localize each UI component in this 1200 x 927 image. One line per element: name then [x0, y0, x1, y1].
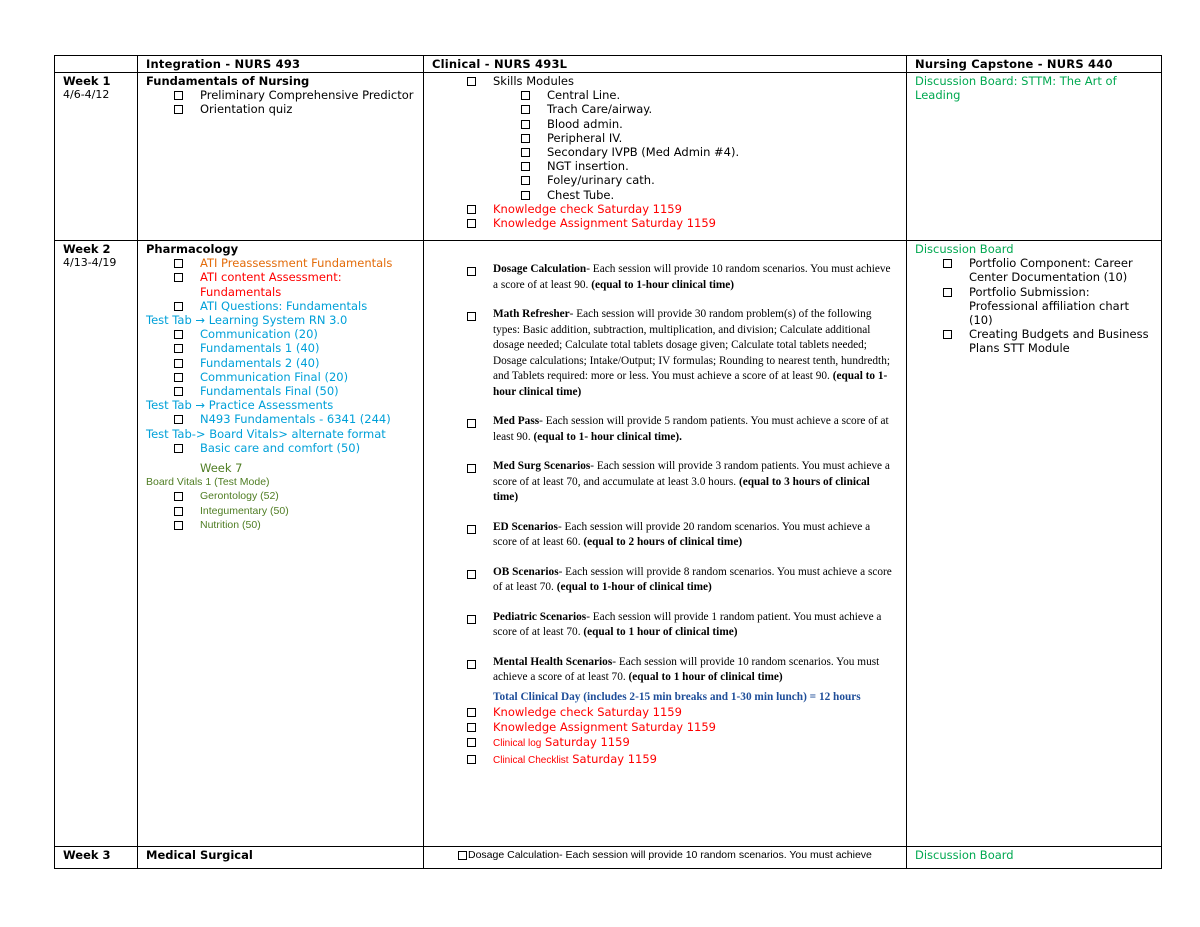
test-tab-board-vitals: Test Tab-> Board Vitals> alternate format — [146, 426, 386, 441]
week1-dates: 4/6-4/12 — [63, 88, 110, 102]
checklist-item[interactable]: Orientation quiz — [174, 102, 415, 116]
test-tab-learning-system: Test Tab → Learning System RN 3.0 — [146, 313, 348, 328]
week2-clinical — [424, 241, 907, 847]
week1-integration — [138, 73, 424, 241]
test-item[interactable]: Communication (20) — [174, 327, 415, 341]
week1-row — [55, 73, 1162, 241]
module-item[interactable]: Trach Care/airway. — [521, 102, 898, 116]
deadline-item[interactable]: Knowledge check Saturday 1159 — [467, 705, 898, 720]
module-item[interactable]: Foley/urinary cath. — [521, 173, 898, 187]
week1-label: Week 1 — [63, 74, 111, 88]
week7-label: Week 7 — [200, 461, 243, 476]
scenario-item[interactable]: Med Pass- Each session will provide 5 random patients. You must achieve a score of at least 90. (equal to 1- hour clinical time). — [467, 414, 894, 445]
scenario-item[interactable]: Math Refresher- Each session will provide 30 random problem(s) of the following types: Basic addition, subtraction, multiplication, and division; Calculate additional dosage needed; Calculate total tablets dosage given; Calculate total tablets needed; Dosage calculations; Intake/Output; IV formulas; Rounding to nearest tenth, hundredth; and Tablets required: more or less. You must achieve a score of at least 90. (equal to 1-hour clinical time) — [467, 307, 894, 400]
week2-capstone — [907, 241, 1162, 847]
test-item[interactable]: Fundamentals 2 (40) — [174, 356, 415, 370]
board-vitals-label: Board Vitals 1 (Test Mode) — [146, 476, 270, 489]
week2-label-cell — [55, 241, 138, 847]
total-clinical-day: Total Clinical Day (includes 2-15 min breaks and 1-30 min lunch) = 12 hours — [493, 690, 861, 703]
test-item[interactable]: Fundamentals 1 (40) — [174, 341, 415, 355]
week3-row — [55, 847, 1162, 869]
scenario-item[interactable]: Dosage Calculation- Each session will provide 10 random scenarios. You must achieve a score of at least 90. (equal to 1-hour clinical time) — [467, 262, 894, 293]
week2-dates: 4/13-4/19 — [63, 256, 117, 270]
discussion-board-title: Discussion Board — [915, 242, 1014, 256]
header-capstone: Nursing Capstone - NURS 440 — [907, 56, 1162, 73]
checklist-item[interactable]: Preliminary Comprehensive Predictor — [174, 88, 415, 102]
test-item[interactable]: N493 Fundamentals - 6341 (244) — [174, 412, 415, 426]
week1-capstone: Discussion Board: STTM: The Art of Leading — [907, 73, 1162, 241]
test-tab-practice: Test Tab → Practice Assessments — [146, 398, 334, 413]
skills-modules-title: Skills Modules — [493, 74, 574, 88]
week3-integration-title: Medical Surgical — [146, 848, 253, 862]
week3-capstone: Discussion Board — [907, 847, 1162, 869]
week2-integration-title: Pharmacology — [146, 242, 239, 256]
week3-clinical — [424, 847, 907, 869]
week1-integration-title: Fundamentals of Nursing — [146, 74, 310, 88]
scenario-item[interactable]: Pediatric Scenarios- Each session will provide 1 random patient. You must achieve a score of at least 70. (equal to 1 hour of clinical time) — [467, 610, 894, 641]
scenario-item[interactable]: ED Scenarios- Each session will provide 20 random scenarios. You must achieve a score of at least 60. (equal to 2 hours of clinical time) — [467, 520, 894, 551]
week2-row — [55, 241, 1162, 847]
ati-item[interactable]: ATI Preassessment Fundamentals — [174, 256, 415, 270]
ati-item[interactable]: ATI Questions: Fundamentals — [174, 299, 415, 313]
week3-integration — [138, 847, 424, 869]
test-item[interactable]: Communication Final (20) — [174, 370, 415, 384]
skills-modules-item[interactable] — [467, 74, 898, 88]
test-item[interactable]: Fundamentals Final (50) — [174, 384, 415, 398]
module-item[interactable]: Secondary IVPB (Med Admin #4). — [521, 145, 898, 159]
ati-item[interactable]: ATI content Assessment: Fundamentals — [174, 270, 415, 298]
week3-label: Week 3 — [63, 848, 111, 862]
deadline-item[interactable]: Knowledge Assignment Saturday 1159 — [467, 720, 898, 735]
week3-label-cell — [55, 847, 138, 869]
header-integration: Integration - NURS 493 — [138, 56, 424, 73]
board-vitals-item[interactable]: Gerontology (52) — [174, 489, 415, 503]
module-item[interactable]: Blood admin. — [521, 117, 898, 131]
scenario-item[interactable]: Dosage Calculation- Each session will provide 10 random scenarios. You must achieve — [458, 848, 898, 862]
deadline-item[interactable]: Clinical Checklist Saturday 1159 — [467, 752, 898, 768]
module-item[interactable]: Peripheral IV. — [521, 131, 898, 145]
week2-integration — [138, 241, 424, 847]
portfolio-item[interactable]: Creating Budgets and Business Plans STT Module — [943, 327, 1153, 355]
module-item[interactable]: NGT insertion. — [521, 159, 898, 173]
scenario-item[interactable]: Med Surg Scenarios- Each session will provide 3 random patients. You must achieve a score of at least 70, and accumulate at least 3.0 hours. (equal to 3 hours of clinical time) — [467, 459, 894, 506]
deadline-item[interactable]: Knowledge Assignment Saturday 1159 — [467, 216, 898, 230]
portfolio-item[interactable]: Portfolio Submission: Professional affiliation chart (10) — [943, 285, 1153, 328]
board-vitals-item[interactable]: Nutrition (50) — [174, 518, 415, 532]
week1-clinical — [424, 73, 907, 241]
board-vitals-item[interactable]: Integumentary (50) — [174, 504, 415, 518]
portfolio-item[interactable]: Portfolio Component: Career Center Documentation (10) — [943, 256, 1153, 284]
deadline-item[interactable]: Knowledge check Saturday 1159 — [467, 202, 898, 216]
test-item[interactable]: Basic care and comfort (50) — [174, 441, 415, 455]
header-clinical: Clinical - NURS 493L — [424, 56, 907, 73]
schedule-table — [54, 55, 1162, 869]
scenario-item[interactable]: Mental Health Scenarios- Each session will provide 10 random scenarios. You must achieve a score of at least 70. (equal to 1 hour of clinical time) — [467, 655, 894, 686]
module-item[interactable]: Chest Tube. — [521, 188, 898, 202]
module-item[interactable]: Central Line. — [521, 88, 898, 102]
scenario-item[interactable]: OB Scenarios- Each session will provide 8 random scenarios. You must achieve a score of at least 70. (equal to 1-hour of clinical time) — [467, 565, 894, 596]
week2-label: Week 2 — [63, 242, 111, 256]
header-row — [55, 56, 1162, 73]
week1-label-cell — [55, 73, 138, 241]
deadline-item[interactable]: Clinical log Saturday 1159 — [467, 735, 898, 751]
header-week — [55, 56, 138, 73]
